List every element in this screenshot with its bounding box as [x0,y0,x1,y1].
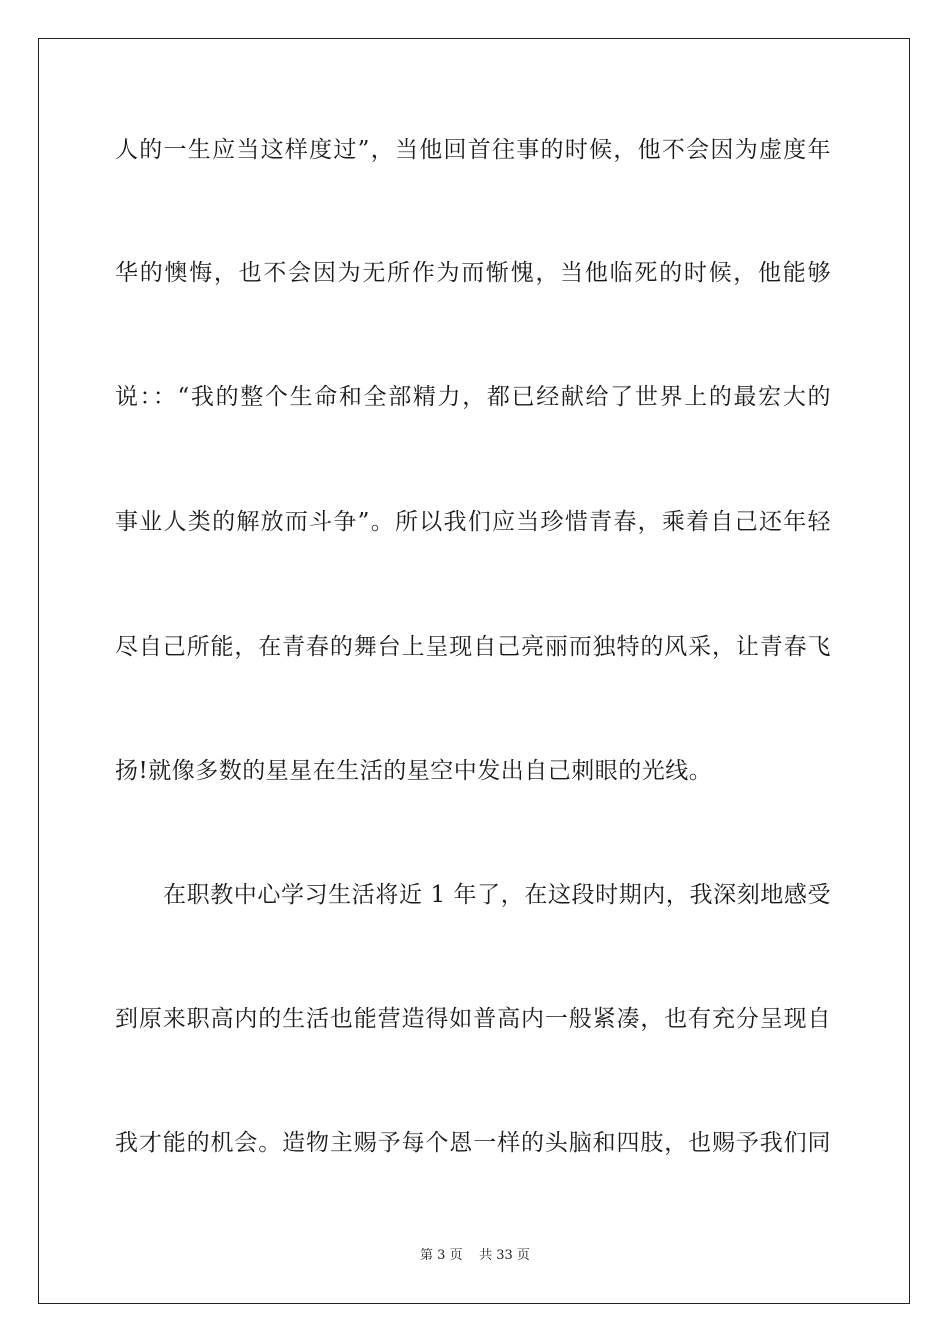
text-line: 华的懊悔，也不会因为无所作为而惭愧，当他临死的时候，他能够 [115,260,831,286]
text-line: 我才能的机会。造物主赐予每个恩一样的头脑和四肢，也赐予我们同 [115,1130,831,1156]
page-border [38,38,910,1304]
text-line: 人的一生应当这样度过”，当他回首往事的时候，他不会因为虚度年 [115,137,831,163]
text-line: 尽自己所能，在青春的舞台上呈现自己亮丽而独特的风采，让青春飞 [115,634,831,660]
text-line: 到原来职高内的生活也能营造得如普高内一般紧凑，也有充分呈现自 [115,1006,831,1032]
total-pages: 共 33 页 [479,1248,530,1263]
text-line: 事业人类的解放而斗争”。所以我们应当珍惜青春，乘着自己还年轻 [115,509,831,535]
page-number: 第 3 页 [420,1248,463,1263]
page-footer [0,1247,950,1265]
text-line: 说：：“我的整个生命和全部精力，都已经献给了世界上的最宏大的 [115,384,831,410]
text-line: 扬!就像多数的星星在生活的星空中发出自己刺眼的光线。 [115,758,713,784]
paragraph-first-line: 在职教中心学习生活将近 1 年了，在这段时期内，我深刻地感受 [163,882,831,908]
